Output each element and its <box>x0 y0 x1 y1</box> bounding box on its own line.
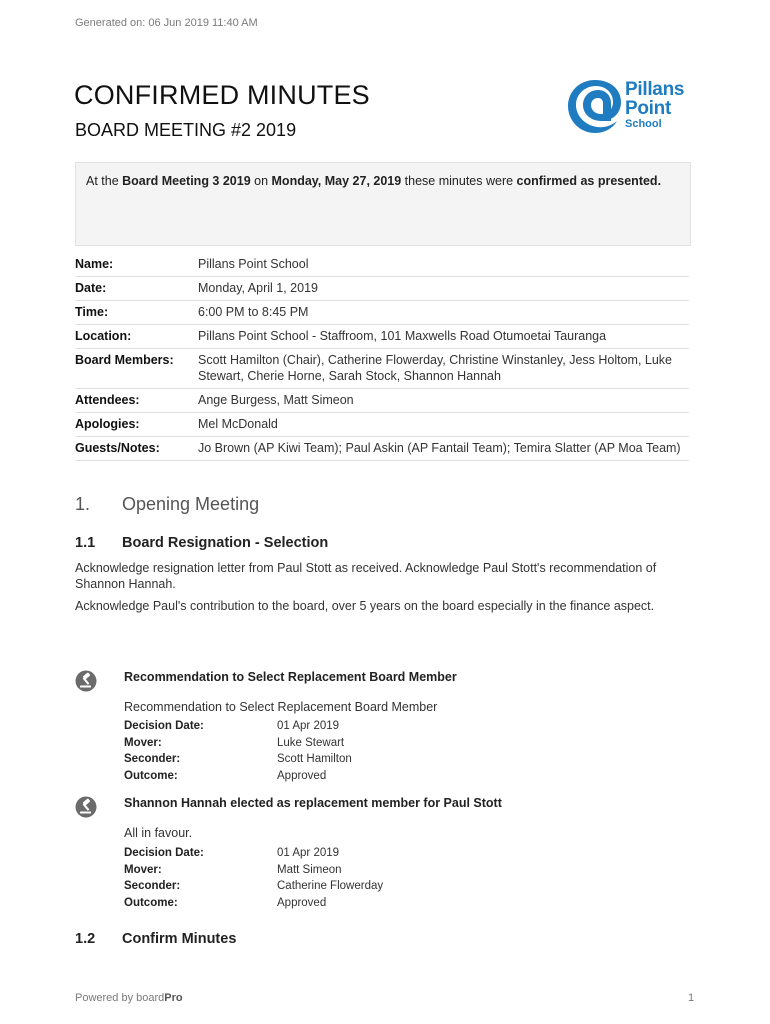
detail-value: Ange Burgess, Matt Simeon <box>198 389 689 413</box>
decision-field-label: Seconder: <box>124 880 181 892</box>
detail-value: Monday, April 1, 2019 <box>198 277 689 301</box>
detail-label: Date: <box>75 277 198 301</box>
decision-title: Recommendation to Select Replacement Board Member <box>124 670 457 684</box>
footer-powered-by <box>75 992 183 1004</box>
decision-field-value: Approved <box>277 896 327 909</box>
detail-value: Pillans Point School <box>198 253 689 277</box>
decision-description: All in favour. <box>124 826 193 840</box>
confirmation-notice <box>75 162 691 246</box>
subsection-heading-confirm-minutes <box>75 931 236 947</box>
minutes-paragraph: Acknowledge resignation letter from Paul Stott as received. Acknowledge Paul Stott's recommendation of Shannon Hannah. <box>75 561 657 591</box>
decision-title: Shannon Hannah elected as replacement member for Paul Stott <box>124 796 502 810</box>
detail-label: Time: <box>75 301 198 325</box>
subsection-heading-board-resignation <box>75 535 328 551</box>
table-row <box>124 845 383 862</box>
detail-label: Location: <box>75 325 198 349</box>
section-heading-opening-meeting <box>75 494 259 515</box>
document-subtitle: BOARD MEETING #2 2019 <box>75 120 297 140</box>
decision-field-label: Decision Date: <box>124 847 204 859</box>
decision-field-value: 01 Apr 2019 <box>277 720 340 732</box>
generated-timestamp: Generated on: 06 Jun 2019 11:40 AM <box>75 17 258 29</box>
confirmation-date: Monday, May 27, 2019 <box>271 174 402 188</box>
table-row <box>124 768 352 785</box>
logo-line-3: School <box>625 118 662 130</box>
detail-value: 6:00 PM to 8:45 PM <box>198 301 689 325</box>
table-row <box>124 751 352 768</box>
confirmation-status: confirmed as presented. <box>516 174 662 188</box>
decision-field-label: Mover: <box>124 736 162 749</box>
detail-label: Apologies: <box>75 413 198 437</box>
decision-description: Recommendation to Select Replacement Board Member <box>124 700 438 714</box>
table-row <box>124 718 352 735</box>
detail-value: Scott Hamilton (Chair), Catherine Flowerday, Christine Winstanley, Jess Holtom, Luke Stewart, Cherie Horne, Sarah Stock, Shannon Hannah <box>198 349 689 389</box>
decision-field-value: Approved <box>277 769 327 782</box>
section-title: Opening Meeting <box>122 494 260 514</box>
confirmation-meeting: Board Meeting 3 2019 <box>122 174 251 188</box>
confirmation-middle: these minutes were <box>401 174 517 188</box>
detail-label: Attendees: <box>75 389 198 413</box>
detail-label: Board Members: <box>75 349 198 389</box>
confirmation-on: on <box>250 174 272 188</box>
school-logo <box>565 76 700 136</box>
decision-field-label: Mover: <box>124 863 162 876</box>
table-row <box>75 389 689 413</box>
section-number: 1. <box>75 494 91 514</box>
table-row <box>124 735 352 752</box>
table-row <box>124 895 383 912</box>
gavel-icon <box>75 670 97 692</box>
decision-field-label: Decision Date: <box>124 720 204 732</box>
confirmation-prefix: At the <box>86 174 123 188</box>
subsection-number: 1.1 <box>75 535 96 551</box>
decision-field-value: Scott Hamilton <box>277 753 352 765</box>
logo-line-2: Point <box>625 98 671 119</box>
detail-value: Pillans Point School - Staffroom, 101 Maxwells Road Otumoetai Tauranga <box>198 325 689 349</box>
table-row <box>75 277 689 301</box>
table-row <box>124 878 383 895</box>
decision-field-value: Matt Simeon <box>277 863 342 876</box>
subsection-title: Board Resignation - Selection <box>122 535 329 551</box>
table-row <box>75 301 689 325</box>
decision-item <box>75 670 695 790</box>
logo-wordmark <box>625 80 684 130</box>
logo-line-1: Pillans <box>625 79 685 100</box>
decision-field-label: Seconder: <box>124 753 181 765</box>
decision-details <box>124 718 352 784</box>
decision-field-value: 01 Apr 2019 <box>277 847 340 859</box>
detail-label: Name: <box>75 253 198 277</box>
detail-value: Jo Brown (AP Kiwi Team); Paul Askin (AP Fantail Team); Temira Slatter (AP Moa Team) <box>198 437 689 461</box>
table-row <box>75 253 689 277</box>
decision-item <box>75 796 695 916</box>
decision-field-label: Outcome: <box>124 769 178 782</box>
subsection-title: Confirm Minutes <box>122 931 237 947</box>
page-number: 1 <box>688 992 695 1004</box>
table-row <box>124 862 383 879</box>
subsection-number: 1.2 <box>75 931 96 947</box>
meeting-details-table <box>75 253 689 461</box>
table-row <box>75 325 689 349</box>
decision-field-value: Luke Stewart <box>277 736 345 749</box>
detail-label: Guests/Notes: <box>75 437 198 461</box>
footer-brand: Pro <box>164 992 183 1004</box>
table-row <box>75 413 689 437</box>
table-row <box>75 437 689 461</box>
minutes-paragraph: Acknowledge Paul's contribution to the board, over 5 years on the board especially in the finance aspect. <box>75 599 655 613</box>
decision-field-value: Catherine Flowerday <box>277 880 384 892</box>
gavel-icon <box>75 796 97 818</box>
swirl-logo-icon <box>565 76 625 136</box>
decision-details <box>124 845 383 911</box>
table-row <box>75 349 689 389</box>
detail-value: Mel McDonald <box>198 413 689 437</box>
document-title: CONFIRMED MINUTES <box>74 80 370 110</box>
footer-powered-text: Powered by board <box>75 992 165 1004</box>
decision-field-label: Outcome: <box>124 896 178 909</box>
